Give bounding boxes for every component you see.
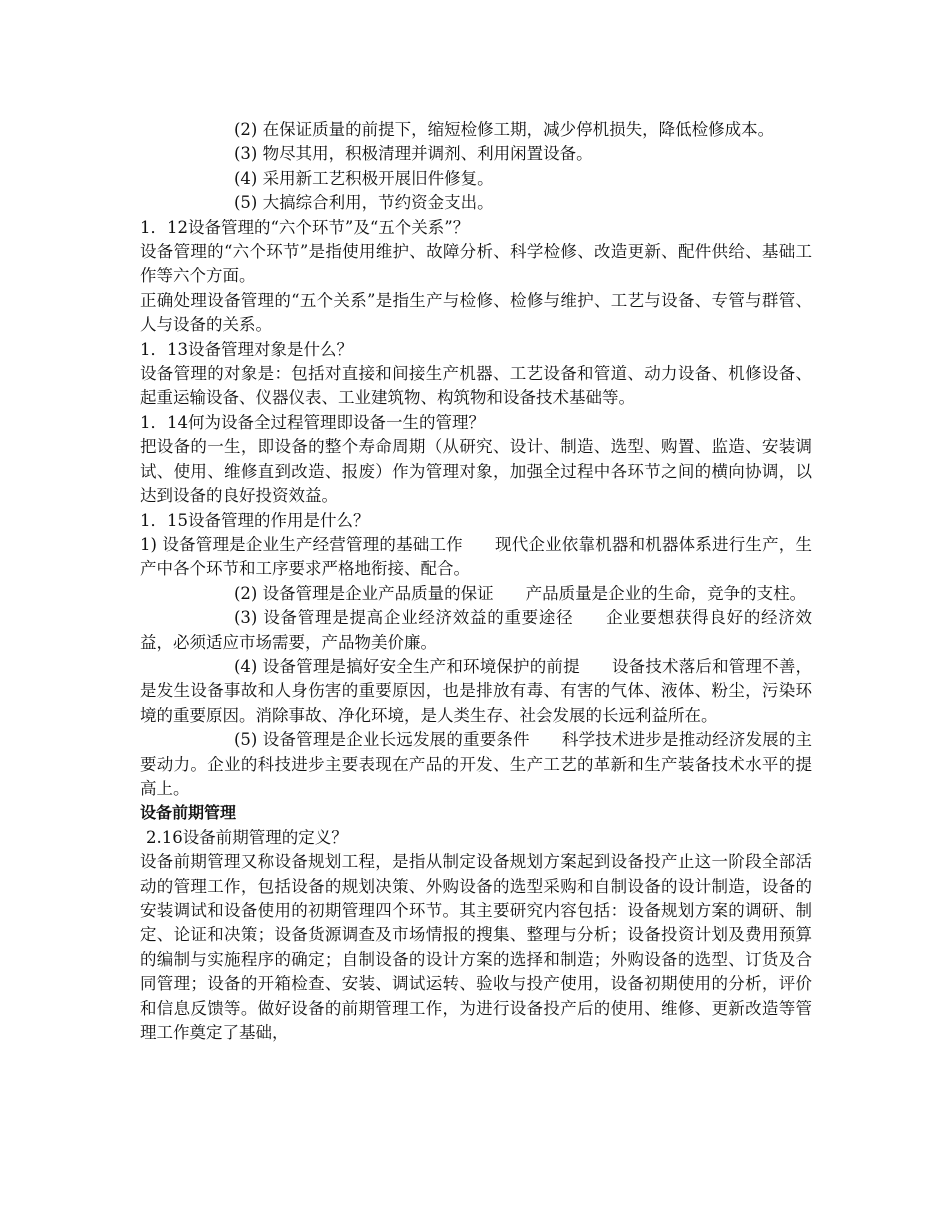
- paragraph: 正确处理设备管理的“五个关系”是指生产与检修、检修与维护、工艺与设备、专管与群管、人与设备的关系。: [140, 290, 812, 335]
- paragraph: 设备管理的对象是：包括对直接和间接生产机器、工艺设备和管道、动力设备、机修设备、起重运输设备、仪器仪表、工业建筑物、构筑物和设备技术基础等。: [140, 364, 812, 408]
- paragraph: (5) 大搞综合利用，节约资金支出。: [234, 193, 494, 213]
- role-title: (4) 设备管理是搞好安全生产和环境保护的前提: [234, 656, 580, 676]
- paragraph: (4) 采用新工艺积极开展旧件修复。: [234, 168, 494, 188]
- role-body: 设备技术落后和管理不善，是发生设备事故和人身伤害的重要原因，也是排放有毒、有害的气体、液体、粉尘，污染环境的重要原因。消除事故、净化环境，是人类生存、社会发展的长远利益所在。: [140, 656, 812, 725]
- paragraph: (2) 在保证质量的前提下，缩短检修工期，减少停机损失，降低检修成本。: [234, 120, 775, 139]
- role-body: 现代企业依靠机器和机器体系进行生产，生产中各个环节和工序要求严格地衔接、配合。: [140, 534, 813, 579]
- question-heading: 1．15设备管理的作用是什么？: [140, 510, 370, 530]
- document-page: [140, 118, 812, 1045]
- role-title: (3) 设备管理是提高企业经济效益的重要途径: [234, 608, 574, 628]
- question-heading: 1．12设备管理的“六个环节”及“五个关系”？: [140, 217, 470, 237]
- question-heading: 2.16设备前期管理的定义？: [146, 827, 348, 847]
- role-body: 企业要想获得良好的经济效益，必须适应市场需要，产品物美价廉。: [140, 608, 813, 652]
- role-title: (5) 设备管理是企业长远发展的重要条件: [234, 730, 530, 750]
- paragraph: 设备前期管理又称设备规划工程，是指从制定设备规划方案起到设备投产止这一阶段全部活动的管理工作，包括设备的规划决策、外购设备的选型采购和自制设备的设计制造，设备的安装调试和设备使用的初期管理四个环节。其主要研究内容包括：设备规划方案的调研、制定、论证和决策；设备货源调查及市场情报的搜集、整理与分析；设备投资计划及费用预算的编制与实施程序的确定；自制设备的设计方案的选择和制造；外购设备的选型、订货及合同管理；设备的开箱检查、安装、调试运转、验收与投产使用，设备初期使用的分析，评价和信息反馈等。做好设备的前期管理工作，为进行设备投产后的使用、维修、更新改造等管理工作奠定了基础，: [140, 852, 812, 1043]
- question-heading: 1．14何为设备全过程管理即设备一生的管理？: [140, 412, 485, 432]
- role-body: 产品质量是企业的生命，竞争的支柱。: [525, 583, 807, 603]
- section-title: 设备前期管理: [140, 803, 237, 823]
- role-item-3: [140, 606, 812, 655]
- role-title: 1) 设备管理是企业生产经营管理的基础工作: [140, 534, 463, 554]
- role-item-5: [140, 728, 812, 801]
- paragraph: (3) 物尽其用，积极清理并调剂、利用闲置设备。: [234, 144, 593, 164]
- role-body: 科学技术进步是推动经济发展的主要动力。企业的科技进步主要表现在产品的开发、生产工艺的革新和生产装备技术水平的提高上。: [140, 730, 813, 798]
- role-item-4: [140, 655, 812, 728]
- paragraph: 把设备的一生，即设备的整个寿命周期（从研究、设计、制造、选型、购置、监造、安装调试、使用、维修直到改造、报废）作为管理对象，加强全过程中各环节之间的横向协调，以达到设备的良好投资效益。: [140, 437, 812, 506]
- question-heading: 1．13设备管理对象是什么？: [140, 339, 353, 359]
- role-item-1: [140, 533, 812, 582]
- paragraph: 设备管理的“六个环节”是指使用维护、故障分析、科学检修、改造更新、配件供给、基础工作等六个方面。: [140, 242, 812, 286]
- role-title: (2) 设备管理是企业产品质量的保证: [234, 583, 494, 603]
- role-item-2: [140, 582, 812, 606]
